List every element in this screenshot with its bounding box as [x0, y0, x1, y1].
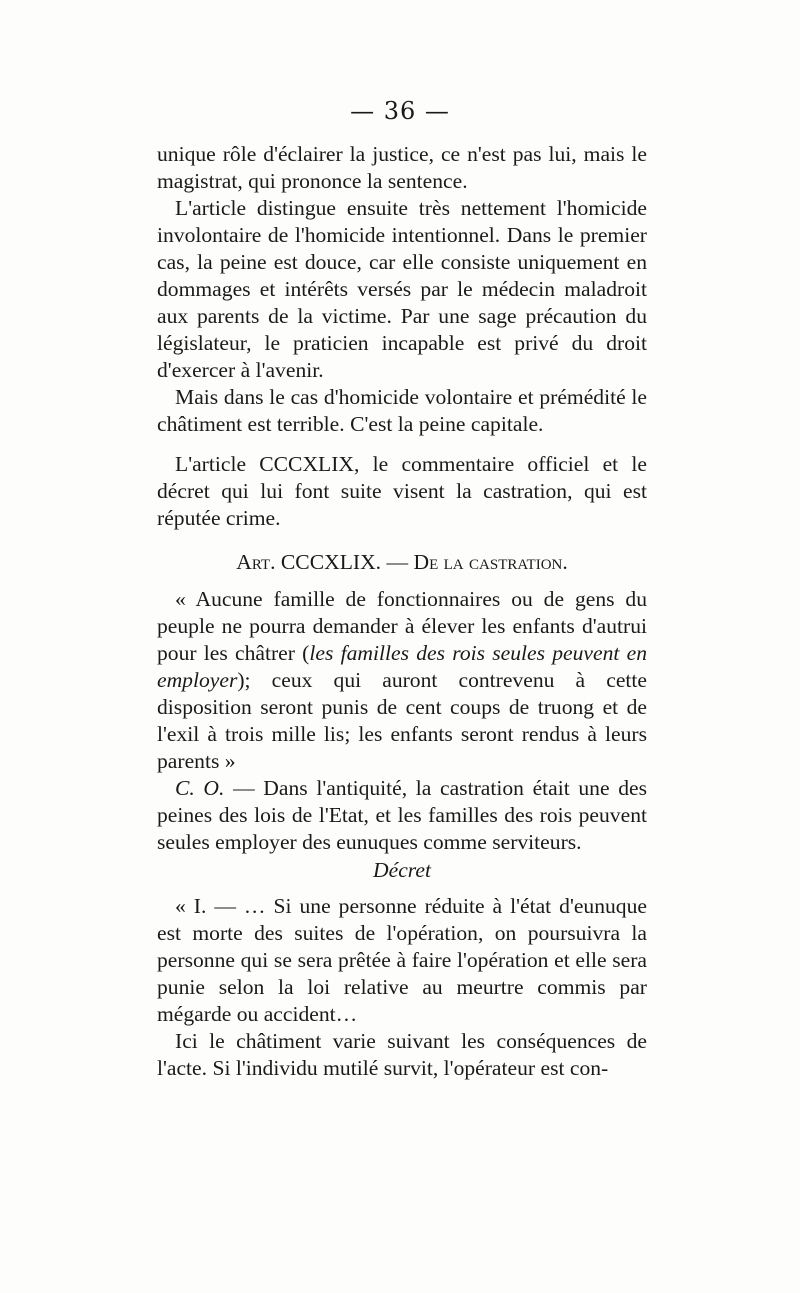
article-text-start: « Aucune famille de fonctionnaires ou de gens du peuple ne pourra demander à élever les enfants d'autrui pour les châtrer ( — [157, 587, 647, 665]
official-commentary — [157, 775, 647, 856]
article-text-italic: les familles des rois seules peuvent en employer — [157, 641, 648, 692]
decree-paragraph-1: « I. — … Si une personne réduite à l'état d'eunuque est morte des suites de l'opération, on poursuivra la personne qui se sera prêtée à faire l'opération et elle sera punie selon la loi relative au meurtre commis par mégarde ou accident… — [157, 894, 647, 1026]
paragraph-capital-punishment: Mais dans le cas d'homicide volontaire et prémédité le châtiment est terrible. C'est la peine capitale. — [157, 385, 647, 436]
article-text — [157, 586, 647, 775]
intro-text-block — [157, 141, 647, 438]
paragraph-continuation: unique rôle d'éclairer la justice, ce n'est pas lui, mais le magistrat, qui prononce la sentence. — [157, 142, 647, 193]
article-heading-title: De la castration. — [413, 550, 568, 574]
decree-heading: Décret — [373, 858, 431, 882]
commentary-text: — Dans l'antiquité, la castration était une des peines des lois de l'Etat, et les familles des rois peuvent seules employer des eunuques comme serviteurs. — [157, 776, 647, 854]
page-number: — 36 — — [350, 97, 450, 125]
paragraph-article-reference: L'article CCCXLIX, le commentaire officiel et le décret qui lui font suite visent la castration, qui est réputée crime. — [157, 452, 647, 530]
article-heading-prefix: Art. CCCXLIX. — — [236, 550, 414, 574]
article-text-end: ); ceux qui auront contrevenu à cette disposition seront punis de cent coups de truong et de l'exil à trois mille lis; les enfants seront rendus à leurs parents » — [157, 668, 647, 773]
paragraph-homicide-distinction: L'article distingue ensuite très nettement l'homicide involontaire de l'homicide intentionnel. Dans le premier cas, la peine est douce, car elle consiste uniquement en dommages et intérêts versés par le médecin maladroit aux parents de la victime. Par une sage précaution du législateur, le praticien incapable est privé du droit d'exercer à l'avenir. — [157, 196, 647, 382]
decree-paragraph-2: Ici le châtiment varie suivant les conséquences de l'acte. Si l'individu mutilé survit, l'opérateur est con- — [157, 1029, 647, 1080]
decree-body-block — [157, 893, 647, 1082]
commentary-label: C. O. — [175, 776, 225, 800]
article-heading — [157, 550, 647, 575]
article-body-block — [157, 586, 647, 856]
castration-intro-block — [157, 451, 647, 532]
